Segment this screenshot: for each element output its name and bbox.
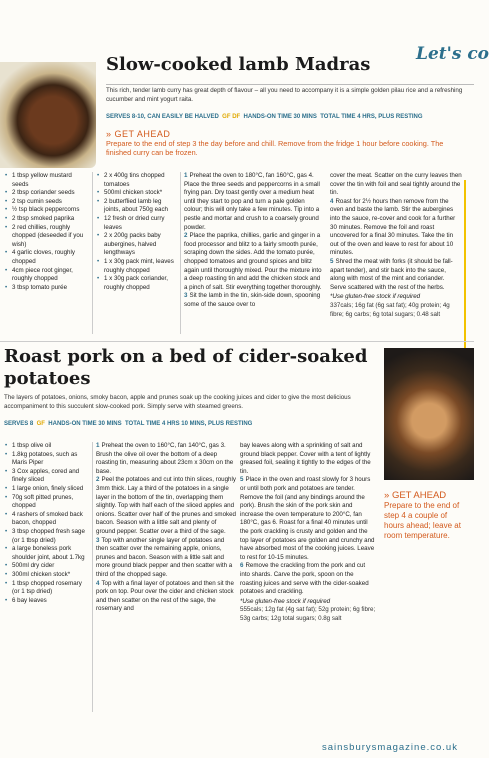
ingredient-item: • 2 red chillies, roughly chopped (deseeded if you wish) [4, 224, 90, 250]
recipe1-intro: This rich, tender lamb curry has great depth of flavour – all you need to accompany it is a simple golden pilau rice and a refreshing cucumber and mint yogurt raita. [106, 87, 463, 103]
step-text: Shred the meat with forks (it should be fall-apart tender), and stir back into the sauce, along with most of the mint and coriander. Serve scattered with the rest of the herbs. [330, 257, 453, 291]
ingredient-item: • ½ tsp black peppercorns [4, 206, 90, 215]
ingredient-item: • 4 rashers of smoked back bacon, chopped [4, 511, 90, 528]
ingredient-item: • 3 Cox apples, cored and finely sliced [4, 468, 90, 485]
method-step [96, 442, 236, 476]
recipe-divider [0, 341, 474, 342]
recipe1-ingredients-b [96, 172, 176, 292]
ingredient-item: • 1 tbsp yellow mustard seeds [4, 172, 90, 189]
method-step [240, 562, 376, 596]
method-step [240, 442, 376, 476]
method-step [184, 292, 324, 309]
ingredient-item: • 70g soft pitted prunes, chopped [4, 494, 90, 511]
method-step [240, 476, 376, 562]
recipe2-method-a [96, 442, 236, 614]
recipe1-title: Slow-cooked lamb Madras [106, 54, 371, 75]
recipe2-intro: The layers of potatoes, onions, smoky bacon, apple and prunes soak up the cooking juices and cider to give the most delicious accompaniment to this succulent slow-cooked pork. Simply serve with steamed greens. [4, 394, 351, 410]
step-text: Top with another single layer of potatoes and then scatter over the remaining apple, onions, prunes and bacon. Season with a little salt and more ground black pepper and then scatter with a third of the chopped sage. [96, 536, 233, 578]
recipe1-meta [106, 114, 423, 120]
method-step [96, 476, 236, 536]
step-number: 4 [96, 579, 100, 587]
step-number: 2 [184, 232, 188, 240]
ingredient-item: • 500ml chicken stock* [96, 189, 176, 198]
ingredient-item: • 300ml chicken stock* [4, 571, 90, 580]
ingredient-item: • 1 x 30g pack mint, leaves roughly chopped [96, 258, 176, 275]
step-number: 1 [96, 442, 100, 449]
recipe2-note: *Use gluten-free stock if required [240, 597, 331, 605]
ingredient-item: • a large boneless pork shoulder joint, about 1.7kg [4, 545, 90, 562]
ingredient-item: • 4 garlic cloves, roughly chopped [4, 249, 90, 266]
roast-pork-photo [384, 348, 474, 480]
method-step [330, 198, 462, 258]
recipe2-get-ahead [384, 490, 468, 541]
recipe2-title: Roast pork on a bed of cider-soaked potatoes [4, 346, 368, 389]
recipe2-method-b [240, 442, 376, 623]
recipe2-meta [4, 421, 252, 427]
step-text: Roast for 2½ hours then remove from the oven and baste the lamb. Stir the aubergines into the sauce, re-cover and cook for a further 30 minutes. Remove the foil and roast uncovered for a final 30 minutes. Take the tin out of the oven and leave to rest for about 10 minutes. [330, 197, 456, 257]
step-number: 2 [96, 476, 100, 484]
method-step [330, 258, 462, 292]
recipe1-get-ahead [106, 129, 468, 157]
step-number: 5 [240, 476, 244, 484]
step-number: 3 [96, 536, 100, 544]
recipe1-gf-badge: GF [222, 114, 231, 120]
ingredient-item: • 2 x 200g packs baby aubergines, halved lengthways [96, 232, 176, 258]
ingredient-item: • 1.8kg potatoes, such as Maris Piper [4, 451, 90, 468]
step-number: 3 [184, 292, 188, 300]
step-number: 5 [330, 257, 334, 265]
method-step [96, 537, 236, 580]
recipe1-total: TOTAL TIME 4 HRS, PLUS RESTING [320, 114, 423, 120]
recipe2-serves: SERVES 8 [4, 421, 34, 427]
step-text: cover the meat. Scatter on the curry leaves then cover the tin with foil and seal tightly around the tin. [330, 172, 462, 197]
ingredient-item: • 2 tsp cumin seeds [4, 198, 90, 207]
step-text: Preheat the oven to 180°C, fan 160°C, gas 4. Place the three seeds and peppercorns in a small frying pan. Dry toast gently over a medium heat until they start to pop and turn a pale golden colour; this will only take a few minutes. Tip into a pestle and mortar and crush to a coarsely ground powder. [184, 172, 320, 231]
get-ahead-text: Prepare to the end of step 3 the day before and chill. Remove from the fridge 1 hour before cooking. The finished curry can be frozen. [106, 139, 444, 157]
method-step [184, 172, 324, 232]
column-rule [180, 172, 181, 334]
ingredient-item: • 12 fresh or dried curry leaves [96, 215, 176, 232]
step-number: 6 [240, 562, 244, 570]
recipe1-hands-on: HANDS-ON TIME 30 MINS [243, 114, 317, 120]
column-rule [92, 172, 93, 334]
title-rule [106, 84, 474, 85]
chevron-right-icon: » [384, 490, 392, 501]
recipe1-method-a [184, 172, 324, 310]
step-text: Place the paprika, chillies, garlic and ginger in a food processor and blitz to a fairly smooth purée, scraping down the sides. Add the tomato purée, chopped tomatoes and ground spices and blitz again until thoroughly mixed. Pour the mixture into a deep roasting tin and add the chicken stock and a pinch of salt. Stir everything together thoroughly. [184, 232, 322, 291]
ingredient-item: • 2 tbsp smoked paprika [4, 215, 90, 224]
get-ahead-heading: GET AHEAD [391, 490, 447, 501]
step-text: Top with a final layer of potatoes and then sit the pork on top. Pour over the cider and chicken stock and then scatter on the rest of the sage, the rosemary and [96, 579, 234, 613]
step-text: bay leaves along with a sprinkling of salt and ground black pepper. Cover with a tent of lightly greased foil, sealing it tightly to the edges of the tin. [240, 442, 371, 475]
get-ahead-text: Prepare to the end of step 4 a couple of hours ahead; leave at room temperature. [384, 501, 461, 540]
step-text: Peel the potatoes and cut into thin slices, roughly 3mm thick. Lay a third of the potatoes in a single layer in the bottom of the tin, overlapping them slightly. Top with half each of the sliced apples and onions. Scatter over half of the prunes and smoked bacon. Season with a little salt and plenty of ground pepper. Scatter over a third of the sage. [96, 476, 236, 535]
ingredient-item: • 2 x 400g tins chopped tomatoes [96, 172, 176, 189]
section-tag: Let's co [416, 44, 489, 64]
get-ahead-heading: GET AHEAD [114, 129, 171, 139]
recipe2-nutrition: 555cals; 12g fat (4g sat fat); 52g protein; 6g fibre; 53g carbs; 12g total sugars; 0.8g salt [240, 606, 376, 622]
ingredient-item: • 3 tbsp chopped fresh sage (or 1 tbsp dried) [4, 528, 90, 545]
ingredient-item: • 6 bay leaves [4, 597, 90, 606]
step-number: 4 [330, 197, 334, 205]
method-step [330, 172, 462, 198]
recipe2-gf-badge: GF [36, 421, 45, 427]
ingredient-item: • 2 butterflied lamb leg joints, about 750g each [96, 198, 176, 215]
recipe2-hands-on: HANDS-ON TIME 30 MINS [48, 421, 122, 427]
step-text: Place in the oven and roast slowly for 3 hours or until both pork and potatoes are tender. Remove the foil (and any bindings around the pork). Brush the skin of the pork skin and increase the oven temperature to 200°C, fan 180°C, gas 6. Roast for a final 40 minutes until the pork crackling is crusty and golden and the top layer of potatoes are golden and crunchy and have absorbed most of the cooking juices. Leave to rest for 10-15 minutes. [240, 476, 375, 561]
ingredient-item: • 1 tbsp olive oil [4, 442, 90, 451]
recipe1-serves: SERVES 8-10, CAN EASILY BE HALVED [106, 114, 219, 120]
step-text: Sit the lamb in the tin, skin-side down, spooning some of the sauce over to [184, 292, 321, 308]
ingredient-item: • 1 tbsp chopped rosemary (or 1 tsp dried) [4, 580, 90, 597]
step-text: Remove the crackling from the pork and cut into shards. Carve the pork, spoon on the roasting juices and serve with the cider-soaked potatoes and crackling. [240, 562, 369, 596]
recipe2-ingredients [4, 442, 90, 605]
step-text: Preheat the oven to 160°C, fan 140°C, gas 3. Brush the olive oil over the bottom of a deep roasting tin, measuring about 23cm x 30cm on the base. [96, 442, 234, 475]
ingredient-item: • 1 large onion, finely sliced [4, 485, 90, 494]
footer-url[interactable]: sainsburysmagazine.co.uk [322, 742, 458, 753]
column-rule [92, 442, 93, 712]
lamb-madras-photo [0, 62, 96, 168]
ingredient-item: • 2 tbsp coriander seeds [4, 189, 90, 198]
recipe1-df-badge: DF [232, 114, 241, 120]
method-step [184, 232, 324, 292]
recipe1-note: *Use gluten-free stock if required [330, 293, 421, 301]
ingredient-item: • 500ml dry cider [4, 562, 90, 571]
method-step [96, 580, 236, 614]
ingredient-item: • 1 x 30g pack coriander, roughly chopped [96, 275, 176, 292]
recipe1-nutrition: 337cals; 16g fat (6g sat fat); 40g protein; 4g fibre; 6g carbs; 6g total sugars; 0.48 salt [330, 301, 450, 318]
ingredient-item: • 3 tbsp tomato purée [4, 284, 90, 293]
recipe1-method-b [330, 172, 462, 319]
recipe1-ingredients-a [4, 172, 90, 292]
ingredient-item: • 4cm piece root ginger, roughly chopped [4, 267, 90, 284]
recipe2-total: TOTAL TIME 4 HRS 10 MINS, PLUS RESTING [124, 421, 253, 427]
chevron-right-icon: » [106, 129, 112, 139]
step-number: 1 [184, 172, 188, 179]
